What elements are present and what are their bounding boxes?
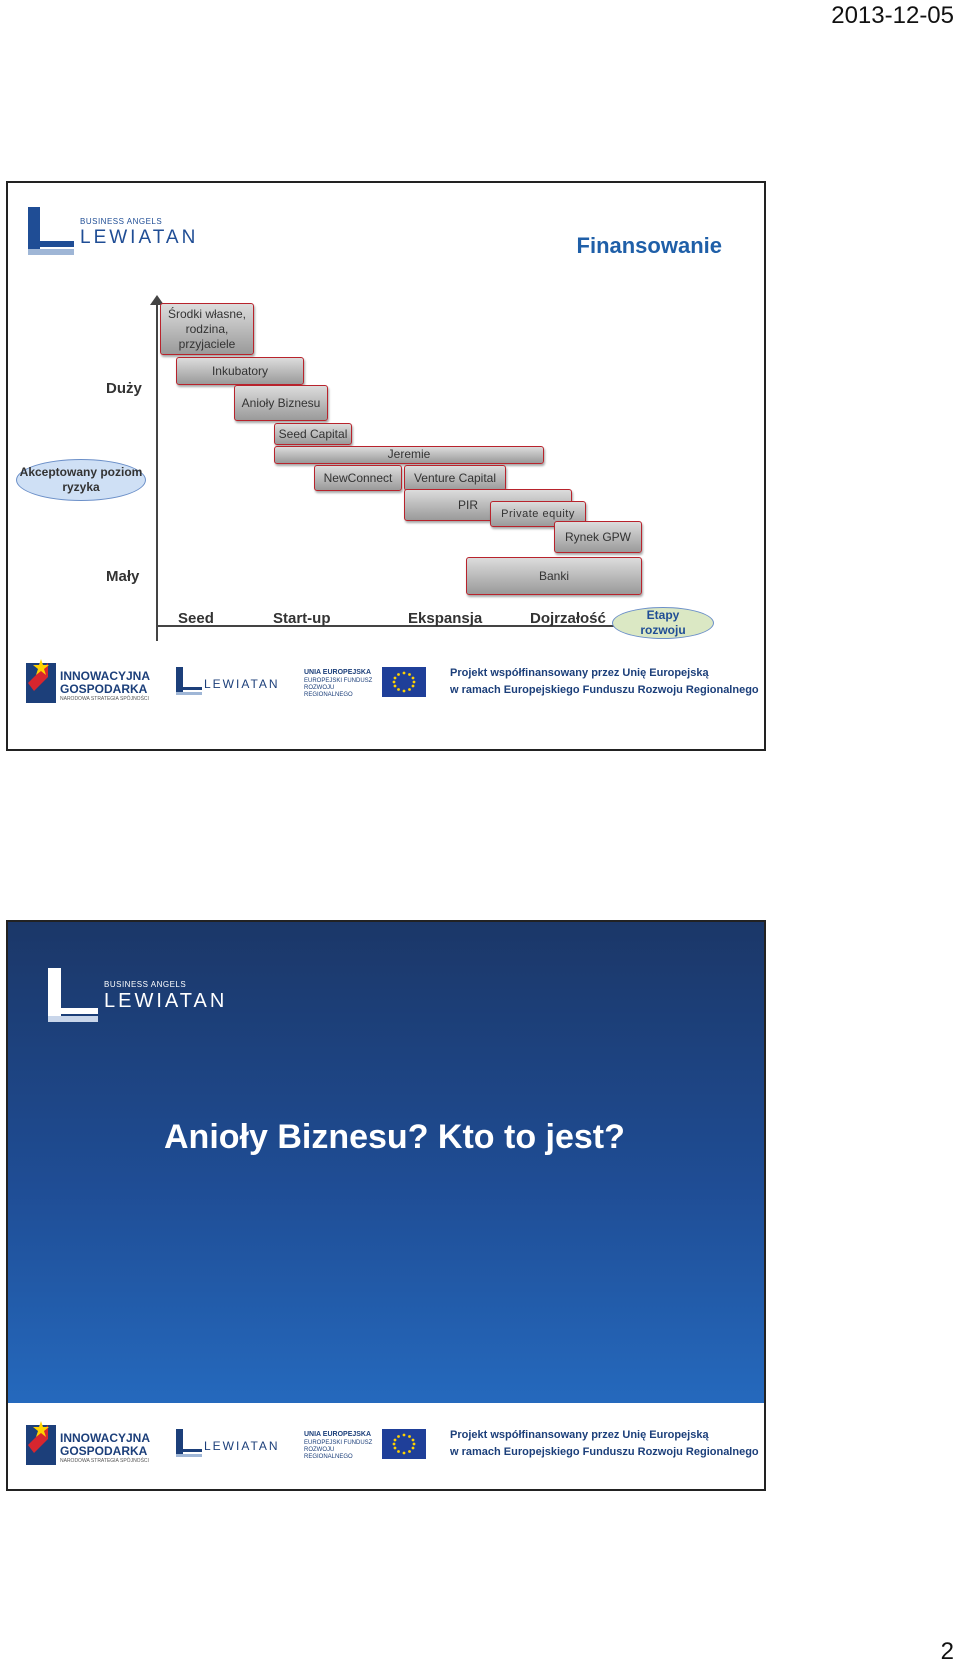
stage-expansion: Ekspansja [408, 610, 483, 627]
star-flag-icon [26, 657, 56, 703]
eu-logo: UNIA EUROPEJSKA EUROPEJSKI FUNDUSZ ROZWOJU REGIONALNEGO [304, 1429, 434, 1459]
innowacyjna-gospodarka-logo: INNOWACYJNA GOSPODARKA NARODOWA STRATEGIA SPÓJNOŚCI [26, 657, 176, 703]
y-low-label: Mały [106, 568, 140, 585]
risk-ellipse: Akceptowany poziom ryzyka [16, 459, 146, 501]
bar-newconnect: NewConnect [314, 465, 402, 491]
lewiatan-small-logo: LEWIATAN [176, 667, 286, 695]
lewiatan-logo-white: BUSINESS ANGELS LEWIATAN [48, 968, 238, 1022]
slide-title: Finansowanie [576, 233, 722, 258]
star-flag-icon [26, 1419, 56, 1465]
stage-startup: Start-up [273, 610, 331, 627]
footer-sponsors [8, 641, 764, 717]
slide-title: Anioły Biznesu? Kto to jest? [164, 1118, 625, 1156]
bar-own-funds: Środki własne, rodzina, przyjaciele [160, 303, 254, 355]
bar-seed-capital: Seed Capital [274, 423, 352, 445]
bar-incubators: Inkubatory [176, 357, 304, 385]
page-number: 2 [940, 1638, 954, 1665]
eu-flag-icon [382, 667, 426, 697]
y-axis [156, 301, 158, 649]
eu-logo: UNIA EUROPEJSKA EUROPEJSKI FUNDUSZ ROZWOJU REGIONALNEGO [304, 667, 434, 697]
project-funding-note: Projekt współfinansowany przez Unię Europejską w ramach Europejskiego Funduszu Rozwoju Regionalnego [450, 1429, 759, 1458]
innowacyjna-gospodarka-logo: INNOWACYJNA GOSPODARKA NARODOWA STRATEGIA SPÓJNOŚCI [26, 1419, 176, 1465]
bar-banks: Banki [466, 557, 642, 595]
eu-flag-icon [382, 1429, 426, 1459]
stage-seed: Seed [178, 610, 214, 627]
project-funding-note: Projekt współfinansowany przez Unię Europejską w ramach Europejskiego Funduszu Rozwoju Regionalnego [450, 667, 759, 696]
bar-jeremie: Jeremie [274, 446, 544, 464]
y-high-label: Duży [106, 380, 142, 397]
bar-business-angels: Anioły Biznesu [234, 385, 328, 421]
bar-venture-capital: Venture Capital [404, 465, 506, 491]
slide-financing [6, 181, 766, 751]
bar-gpw: Rynek GPW [554, 521, 642, 553]
stage-maturity: Dojrzałość [530, 610, 606, 627]
bar-private-equity: Private equity [490, 501, 586, 527]
page-date: 2013-12-05 [831, 2, 954, 29]
slide-who-are-angels [6, 920, 766, 1491]
lewiatan-small-logo: LEWIATAN [176, 1429, 286, 1457]
bar-pir: PIR [404, 489, 572, 521]
lewiatan-logo: BUSINESS ANGELS LEWIATAN [28, 207, 198, 255]
stages-ellipse: Etapy rozwoju [612, 607, 714, 639]
footer-sponsors [8, 1403, 764, 1479]
